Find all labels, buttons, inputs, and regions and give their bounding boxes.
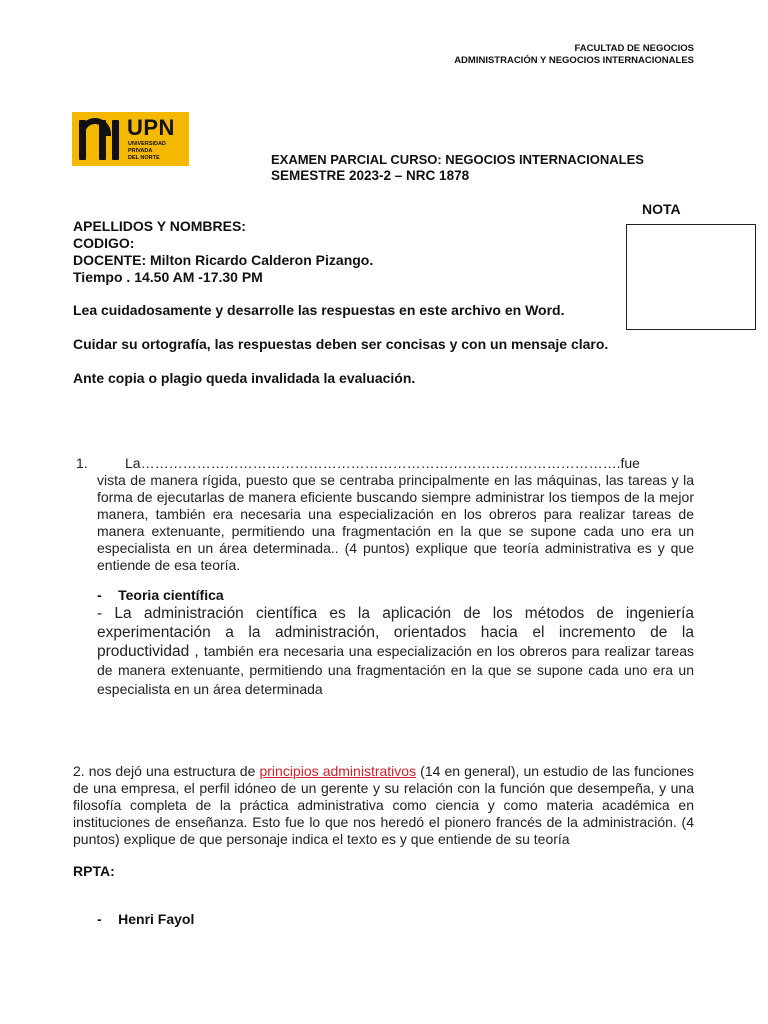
q2-text: [73, 763, 694, 848]
logo-text: UPN: [127, 115, 175, 140]
instruction-2: Cuidar su ortografía, las respuestas deben ser concisas y con un mensaje claro.: [73, 336, 609, 352]
nota-box: [626, 224, 756, 330]
q1-number: 1.: [76, 455, 88, 471]
program-name: ADMINISTRACIÓN Y NEGOCIOS INTERNACIONALES: [454, 55, 694, 66]
q1-answer-rest: también era necesaria una especialización en los obreros para realizar tareas de manera extenuante, permitiendo una fragmentación en la que se supone cada uno era un especialista en un área determinada: [97, 643, 695, 697]
q1-answer: [97, 604, 694, 699]
bullet: -: [97, 911, 102, 927]
apellidos-label: APELLIDOS Y NOMBRES:: [73, 218, 246, 234]
instruction-3: Ante copia o plagio queda invalidada la evaluación.: [73, 370, 416, 386]
docente-label: DOCENTE: Milton Ricardo Calderon Pizango.: [73, 252, 374, 268]
q1-first-line: La………………………………………………………………………………………….fue: [125, 455, 640, 471]
q1-answer-title: Teoria científica: [118, 587, 224, 603]
q2-answer-row: [97, 911, 194, 929]
bullet: -: [97, 587, 102, 603]
q1-body: vista de manera rígida, puesto que se centraba principalmente en las máquinas, las tareas y la forma de ejecutarlas de manera eficiente buscando siempre administrar los tiempos de la mejor manera, también era necesaria una especialización en los obreros para realizar tareas de manera extenuante, permitiendo una fragmentación en la que se supone cada uno era un especialista en un área determinada.. (4 puntos) explique que teoría administrativa es y que entiende de esa teoría.: [97, 472, 694, 573]
q1-answer-title-row: [97, 587, 224, 605]
tiempo-label: Tiempo . 14.50 AM -17.30 PM: [73, 269, 263, 285]
q2-body: (14 en general), un estudio de las funciones de una empresa, el perfil idóneo de un gerente y su relación con la función que desempeña, y una filosofía completa de la práctica administrativa como ciencia y como materia académica en instituciones de enseñanza. Esto fue lo que nos heredó el pionero francés de la administración. (4 puntos) explique de que personaje indica el texto es y que entiende de su teoría: [73, 763, 695, 847]
nota-label: NOTA: [642, 201, 681, 217]
q2-answer: Henri Fayol: [118, 911, 195, 927]
q1-answer-big: - La administración científica es la aplicación de los métodos de ingeniería experimentación a la administración, orientados hacia el incremento de la productividad ,: [97, 605, 694, 660]
faculty-name: FACULTAD DE NEGOCIOS: [574, 43, 694, 54]
codigo-label: CODIGO:: [73, 235, 135, 251]
principios-link[interactable]: principios administrativos: [259, 763, 417, 779]
exam-semester: SEMESTRE 2023-2 – NRC 1878: [271, 168, 470, 183]
upn-logo: UPN UNIVERSIDAD PRIVADA DEL NORTE: [72, 112, 189, 166]
exam-title: EXAMEN PARCIAL CURSO: NEGOCIOS INTERNACIONALES: [271, 152, 644, 167]
rpta-label: RPTA:: [73, 863, 115, 879]
q2-prefix: 2. nos dejó una estructura de: [73, 763, 260, 779]
instruction-1: Lea cuidadosamente y desarrolle las respuestas en este archivo en Word.: [73, 302, 565, 318]
